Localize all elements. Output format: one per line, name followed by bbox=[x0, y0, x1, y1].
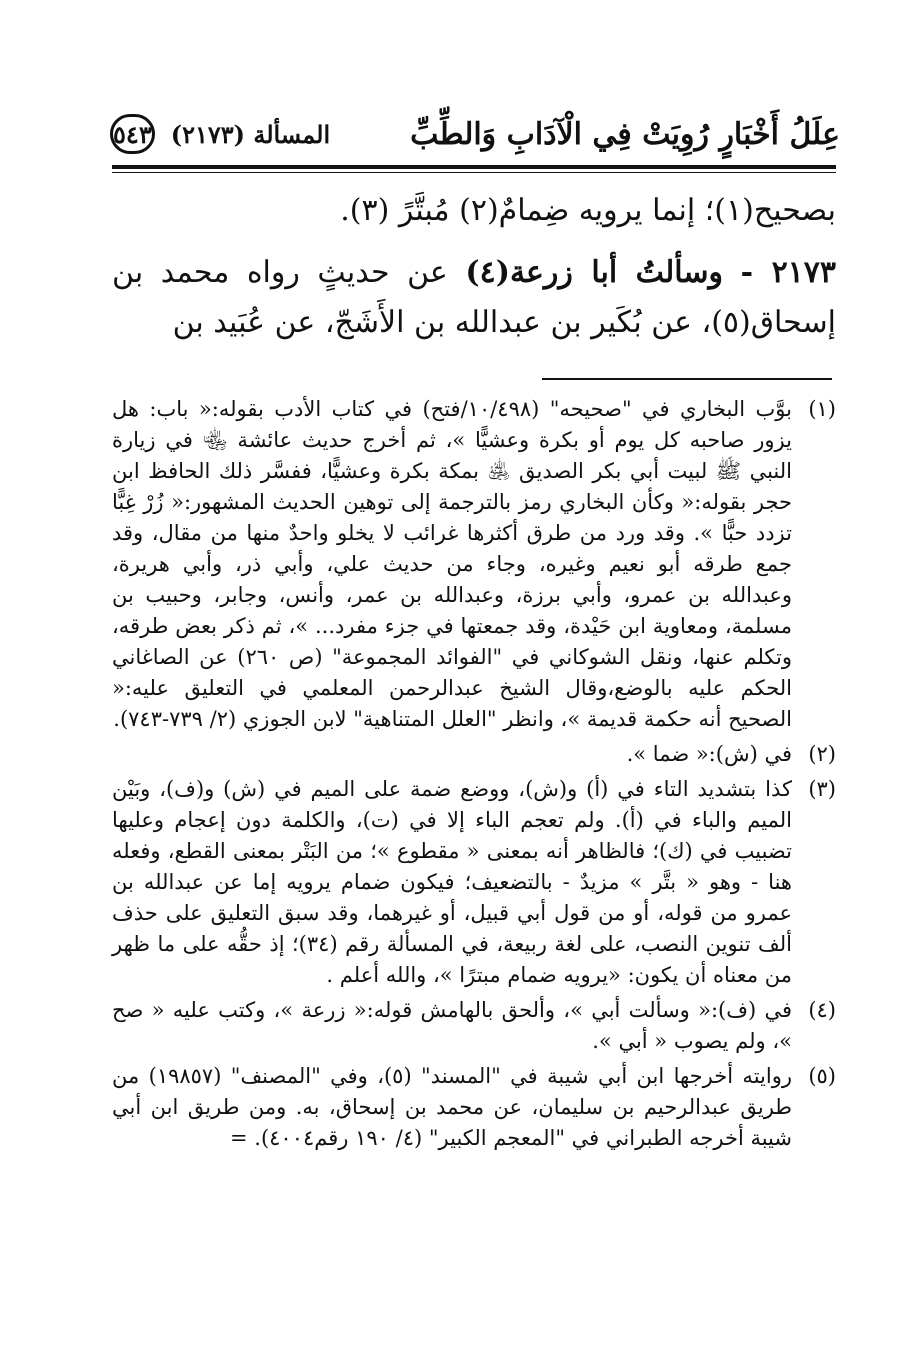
issue-label: المسألة (٢١٧٣) bbox=[170, 119, 331, 149]
footnote-3 bbox=[112, 774, 836, 991]
footnote-text: في (ف):« وسألت أبي »، وألحق بالهامش قوله:« زرعة »، وكتب عليه « صح »، ولم يصوب « أبي ». bbox=[112, 998, 792, 1053]
main-text bbox=[112, 186, 836, 348]
issue-number: ٢١٧٣ - bbox=[740, 255, 837, 290]
page-number: ٥٤٣ bbox=[110, 114, 155, 154]
footnote-number: (٥) bbox=[808, 1064, 836, 1088]
footnote-2 bbox=[112, 739, 836, 770]
footnote-text: بوَّب البخاري في "صحيحه" (١٠/٤٩٨/فتح) في كتاب الأدب بقوله:« باب: هل يزور صاحبه كل يوم أو بكرة وعشيًّا »، ثم أخرج حديث عائشة ﵄ في زيارة النبي ﷺ لبيت أبي بكر الصديق ﵁ بمكة بكرة وعشيًّا، ففسَّر ذلك الحافظ ابن حجر بقوله:« وكأن البخاري رمز بالترجمة إلى توهين الحديث المشهور:« زُرْ غِبًّا تزدد حبًّا ». وقد ورد من طرق أكثرها غرائب لا يخلو واحدٌ منها من مقال، وقد جمع طرقه أبو نعيم وغيره، وجاء من حديث علي، وأبي ذر، وأبي هريرة، وعبدالله بن عمرو، وأبي برزة، وعبدالله بن عمر، وأنس، وجابر، وحبيب بن مسلمة، ومعاوية ابن حَيْدة، وقد جمعتها في جزء مفرد... »، ثم ذكر بعض طرقه، وتكلم عنها، ونقل الشوكاني في "الفوائد المجموعة" (ص ٢٦٠) عن الصاغاني الحكم عليه بالوضع،وقال الشيخ عبدالرحمن المعلمي في التعليق عليه:« الصحيح أنه حكمة قديمة »، وانظر "العلل المتناهية" لابن الجوزي (٢/ ٧٣٩-٧٤٣). bbox=[112, 397, 792, 731]
issue-text: عن حديثٍ رواه محمد بن إسحاق(٥)، عن بُكَير بن عبدالله بن الأَشَجّ، عن عُبَيد بن bbox=[112, 255, 836, 340]
issue-paragraph bbox=[112, 248, 836, 348]
footnotes bbox=[112, 394, 836, 1158]
footnote-number: (٢) bbox=[808, 742, 836, 766]
footnote-number: (١) bbox=[808, 397, 836, 421]
footnote-number: (٤) bbox=[808, 998, 836, 1022]
main-line-1: بصحيح(١)؛ إنما يرويه ضِمامٌ(٢) مُبتَّرً (٣). bbox=[340, 193, 836, 228]
footnote-1 bbox=[112, 394, 836, 735]
footnote-text: روايته أخرجها ابن أبي شيبة في "المسند" (٥)، وفي "المصنف" (١٩٨٥٧) من طريق عبدالرحيم بن سليمان، عن محمد بن إسحاق، به. ومن طريق ابن أبي شيبة أخرجه الطبراني في "المعجم الكبير" (٤/ ١٩٠ رقم٤٠٠٤). = bbox=[112, 1064, 792, 1150]
footnote-number: (٣) bbox=[808, 777, 836, 801]
footnote-5 bbox=[112, 1061, 836, 1154]
footnote-text: في (ش):« ضما ». bbox=[626, 742, 792, 766]
header-rule-thin bbox=[112, 172, 836, 173]
running-title: عِلَلُ أَخْبَارٍ رُوِيَتْ فِي الْآدَابِ وَالطِّبِّ bbox=[410, 116, 840, 152]
issue-lead: وسألتُ أبا زرعة(٤) bbox=[465, 255, 724, 290]
footnote-separator bbox=[542, 378, 832, 380]
footnote-text: كذا بتشديد التاء في (أ) و(ش)، ووضع ضمة على الميم في (ش) و(ف)، وبَيْن الميم والباء في (أ). ولم تعجم الباء إلا في (ت)، والكلمة دون إعجام وعليها تضبيب في (ك)؛ فالظاهر أنه بمعنى « مقطوع »؛ من البَتْر بمعنى القطع، وفعله هنا - وهو « بتَّر » مزيدٌ - بالتضعيف؛ فيكون ضمام يرويه إما عن عبدالله بن عمرو من قوله، أو من قول أبي قبيل، أو غيرهما، وقد سبق التعليق على حذف ألف تنوين النصب، على لغة ربيعة، في المسألة رقم (٣٤)؛ إذ حقُّه على ما ظهر من معناه أن يكون: «يرويه ضمام مبترًا »، والله أعلم . bbox=[112, 777, 792, 987]
footnote-4 bbox=[112, 995, 836, 1057]
running-header bbox=[110, 110, 840, 158]
header-rule bbox=[112, 165, 836, 169]
